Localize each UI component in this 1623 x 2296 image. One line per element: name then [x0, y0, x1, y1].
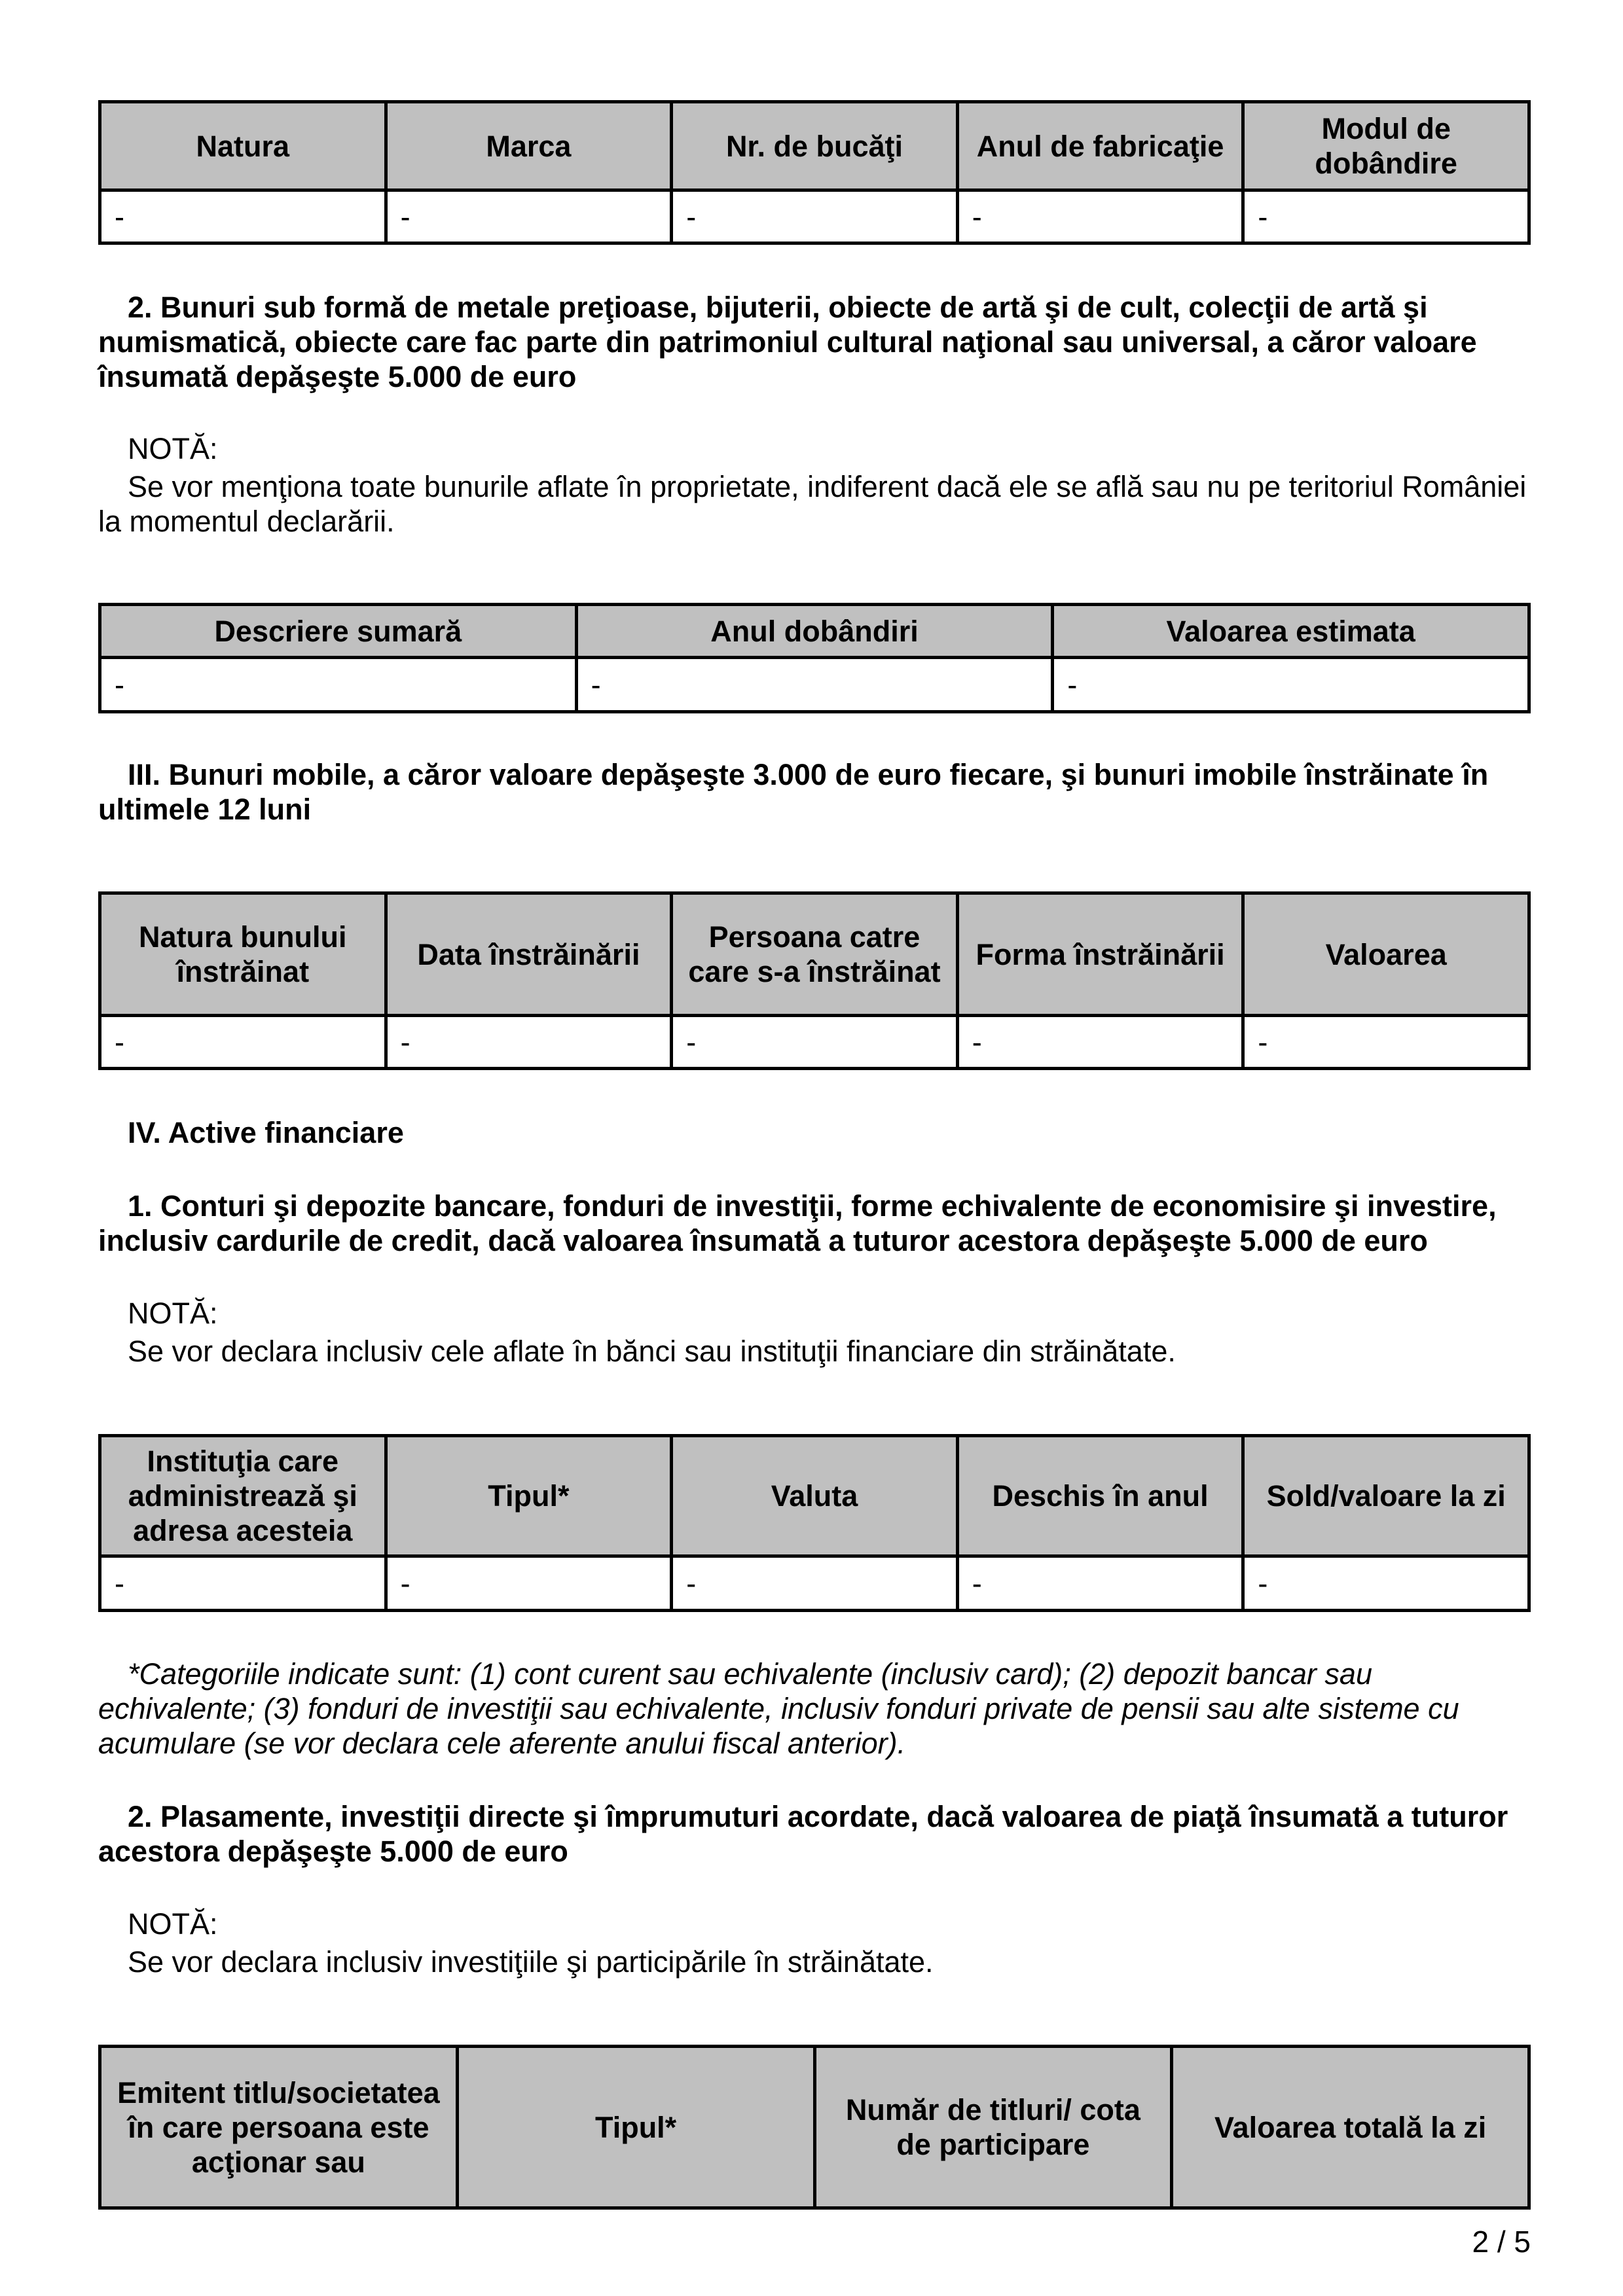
vehicles-table	[98, 100, 1531, 245]
table-cell: -	[1053, 658, 1529, 712]
header-valoarea-estimata: Valoarea estimata	[1053, 605, 1529, 658]
financial-assets-heading-block	[98, 1115, 1531, 1150]
header-nr-bucati: Nr. de bucăţi	[672, 102, 958, 190]
table-cell: -	[1243, 1016, 1529, 1069]
header-natura: Natura	[100, 102, 386, 190]
header-tipul: Tipul*	[457, 2047, 814, 2208]
table-row	[100, 1556, 1529, 1611]
table-cell: -	[957, 1556, 1243, 1611]
header-sold-valoare: Sold/valoare la zi	[1243, 1436, 1529, 1556]
note-text: Se vor declara inclusiv cele aflate în bănci sau instituţii financiare din străinătate.	[128, 1335, 1176, 1368]
header-tipul: Tipul*	[386, 1436, 672, 1556]
table-cell: -	[1243, 1556, 1529, 1611]
alienated-goods-table-block	[98, 891, 1531, 1070]
precious-goods-table	[98, 603, 1531, 713]
precious-goods-note	[98, 431, 1531, 539]
investments-note	[98, 1907, 1531, 1979]
header-persoana: Persoana catre care s-a înstrăinat	[672, 893, 958, 1016]
table-row	[100, 1016, 1529, 1069]
table-cell: -	[957, 1016, 1243, 1069]
table-row	[100, 658, 1529, 712]
subsection-heading: 1. Conturi şi depozite bancare, fonduri de investiţii, forme echivalente de economisire şi investire, inclusiv cardurile de credit, dacă valoarea însumată a tuturor acestora depăşeşte 5.000 de euro	[98, 1189, 1497, 1257]
table-cell: -	[576, 658, 1053, 712]
alienated-goods-heading-block	[98, 757, 1531, 827]
table-cell: -	[100, 1016, 386, 1069]
table-row	[100, 190, 1529, 243]
header-valoarea-totala: Valoarea totală la zi	[1172, 2047, 1529, 2208]
table-cell: -	[100, 1556, 386, 1611]
section-heading: IV. Active financiare	[128, 1116, 404, 1149]
table-header-row	[100, 1436, 1529, 1556]
header-emitent: Emitent titlu/societatea în care persoana este acţionar sau	[100, 2047, 458, 2208]
table-header-row	[100, 605, 1529, 658]
accounts-table-block	[98, 1434, 1531, 1612]
table-cell: -	[100, 190, 386, 243]
header-forma-instrainarii: Forma înstrăinării	[957, 893, 1243, 1016]
precious-goods-heading-block	[98, 290, 1531, 394]
header-anul-dobandiri: Anul dobândiri	[576, 605, 1053, 658]
accounts-footnote-block	[98, 1657, 1531, 1761]
note-label: NOTĂ:	[128, 432, 218, 465]
subsection-heading: 2. Plasamente, investiţii directe şi împrumuturi acordate, dacă valoarea de piaţă însumată a tuturor acestora depăşeşte 5.000 de euro	[98, 1800, 1508, 1868]
header-deschis-in-anul: Deschis în anul	[957, 1436, 1243, 1556]
table-header-row	[100, 102, 1529, 190]
investments-table	[98, 2045, 1531, 2210]
header-data-instrainarii: Data înstrăinării	[386, 893, 672, 1016]
alienated-goods-table	[98, 891, 1531, 1070]
table-cell: -	[672, 1556, 958, 1611]
table-cell: -	[672, 1016, 958, 1069]
header-anul-fabricatie: Anul de fabricaţie	[957, 102, 1243, 190]
table-cell: -	[386, 1556, 672, 1611]
table-cell: -	[1243, 190, 1529, 243]
note-text: Se vor declara inclusiv investiţiile şi participările în străinătate.	[128, 1945, 934, 1979]
section-heading: III. Bunuri mobile, a căror valoare depăşeşte 3.000 de euro fiecare, şi bunuri imobile înstrăinate în ultimele 12 luni	[98, 758, 1489, 826]
vehicles-table-block	[98, 100, 1531, 245]
accounts-heading-block	[98, 1189, 1531, 1258]
note-text: Se vor menţiona toate bunurile aflate în proprietate, indiferent dacă ele se află sau nu pe teritoriul României la momentul declarării.	[98, 470, 1527, 538]
precious-goods-table-block	[98, 603, 1531, 713]
header-modul-dobandire: Modul de dobândire	[1243, 102, 1529, 190]
table-header-row	[100, 2047, 1529, 2208]
table-cell: -	[100, 658, 577, 712]
header-numar-titluri: Număr de titluri/ cota de participare	[814, 2047, 1172, 2208]
table-header-row	[100, 893, 1529, 1016]
header-descriere-sumara: Descriere sumară	[100, 605, 577, 658]
table-cell: -	[957, 190, 1243, 243]
investments-table-block	[98, 2045, 1531, 2210]
accounts-note	[98, 1296, 1531, 1369]
note-label: NOTĂ:	[128, 1907, 218, 1941]
investments-heading-block	[98, 1799, 1531, 1869]
table-cell: -	[386, 1016, 672, 1069]
header-institutia: Instituţia care administrează şi adresa acesteia	[100, 1436, 386, 1556]
header-valuta: Valuta	[672, 1436, 958, 1556]
page-number: 2 / 5	[1472, 2225, 1531, 2259]
header-marca: Marca	[386, 102, 672, 190]
table-cell: -	[386, 190, 672, 243]
footnote: *Categoriile indicate sunt: (1) cont curent sau echivalente (inclusiv card); (2) depozit bancar sau echivalente; (3) fonduri de investiţii sau echivalente, inclusiv fonduri private de pensii sau alte sisteme cu acumulare (se vor declara cele aferente anului fiscal anterior).	[98, 1657, 1459, 1760]
header-valoarea: Valoarea	[1243, 893, 1529, 1016]
accounts-table	[98, 1434, 1531, 1612]
section-heading: 2. Bunuri sub formă de metale preţioase, bijuterii, obiecte de artă şi de cult, colecţii de artă şi numismatică, obiecte care fac parte din patrimoniul cultural naţional sau universal, a căror valoare însumată depăşeşte 5.000 de euro	[98, 291, 1477, 393]
note-label: NOTĂ:	[128, 1297, 218, 1330]
table-cell: -	[672, 190, 958, 243]
header-natura-bunului: Natura bunului înstrăinat	[100, 893, 386, 1016]
